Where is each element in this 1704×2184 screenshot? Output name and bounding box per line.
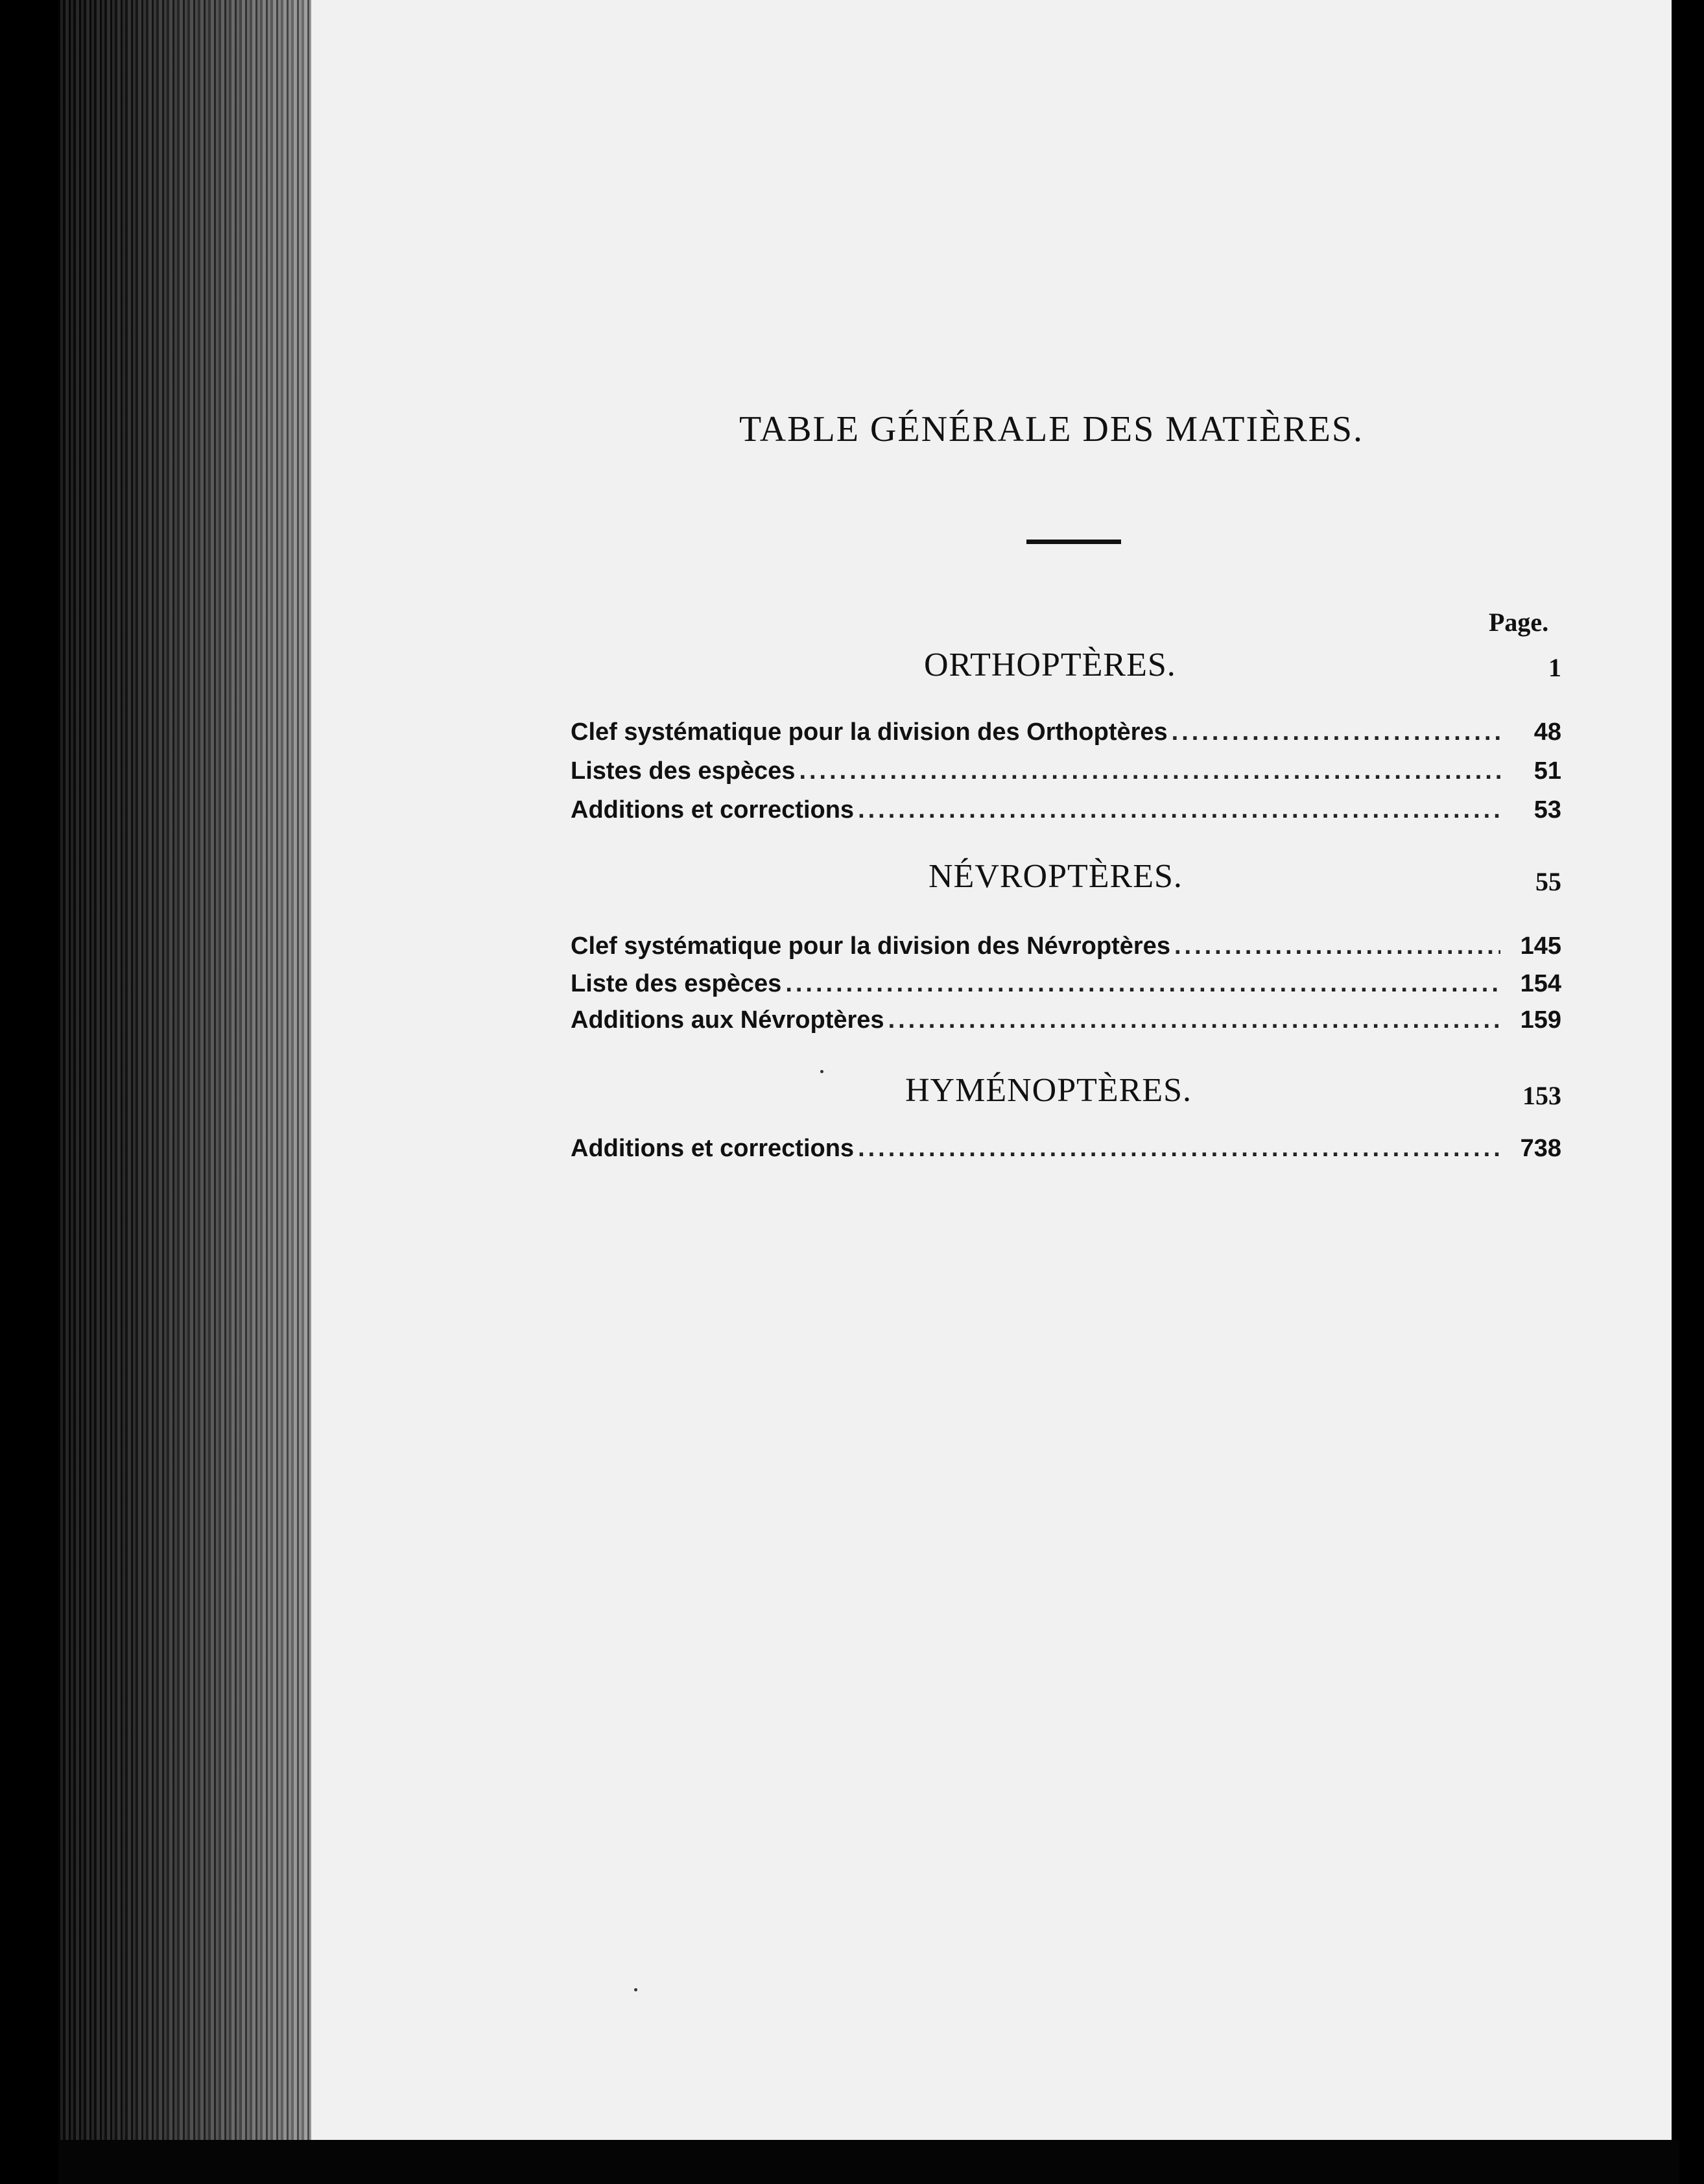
page-column-header: Page. (1489, 608, 1549, 637)
toc-entry[interactable] (571, 796, 1561, 833)
toc-entry[interactable] (571, 970, 1561, 1006)
entry-page: 145 (1520, 932, 1561, 960)
entry-label: Additions aux Névroptères (571, 1006, 884, 1034)
section-title-nevropteres: NÉVROPTÈRES. (929, 858, 1183, 895)
entry-label: Clef systématique pour la division des Névroptères (571, 932, 1170, 960)
toc-entry[interactable] (571, 1135, 1561, 1171)
toc-entry[interactable] (571, 932, 1561, 969)
entry-label: Additions et corrections (571, 796, 855, 824)
dot-leader (858, 1135, 1500, 1163)
section-page-nevropteres: 55 (1535, 867, 1561, 896)
dot-leader (1174, 932, 1500, 960)
page-title: TABLE GÉNÉRALE DES MATIÈRES. (739, 409, 1364, 449)
entry-label: Listes des espèces (571, 757, 796, 785)
dot-leader (799, 757, 1500, 785)
entry-page: 159 (1520, 1006, 1561, 1034)
entry-page: 51 (1533, 757, 1561, 785)
section-page-hymenopteres: 153 (1522, 1081, 1561, 1110)
section-title-orthopteres: ORTHOPTÈRES. (924, 647, 1176, 683)
entry-label: Additions et corrections (571, 1135, 855, 1162)
ink-speck (634, 1988, 637, 1991)
toc-entry[interactable] (571, 1006, 1561, 1043)
entry-page: 48 (1533, 718, 1561, 746)
toc-entry[interactable] (571, 757, 1561, 794)
title-rule (1026, 540, 1121, 544)
dot-leader (785, 970, 1500, 998)
toc-entry[interactable] (571, 718, 1561, 755)
entry-page: 154 (1520, 970, 1561, 997)
entry-label: Clef systématique pour la division des Orthoptères (571, 718, 1168, 746)
dot-leader (888, 1006, 1500, 1034)
ink-speck (820, 1070, 823, 1073)
section-title-hymenopteres: HYMÉNOPTÈRES. (905, 1072, 1192, 1109)
entry-label: Liste des espèces (571, 970, 782, 997)
dot-leader (1172, 718, 1500, 746)
section-page-orthopteres: 1 (1548, 653, 1561, 682)
dot-leader (858, 796, 1500, 824)
entry-page: 738 (1520, 1135, 1561, 1162)
entry-page: 53 (1533, 796, 1561, 824)
